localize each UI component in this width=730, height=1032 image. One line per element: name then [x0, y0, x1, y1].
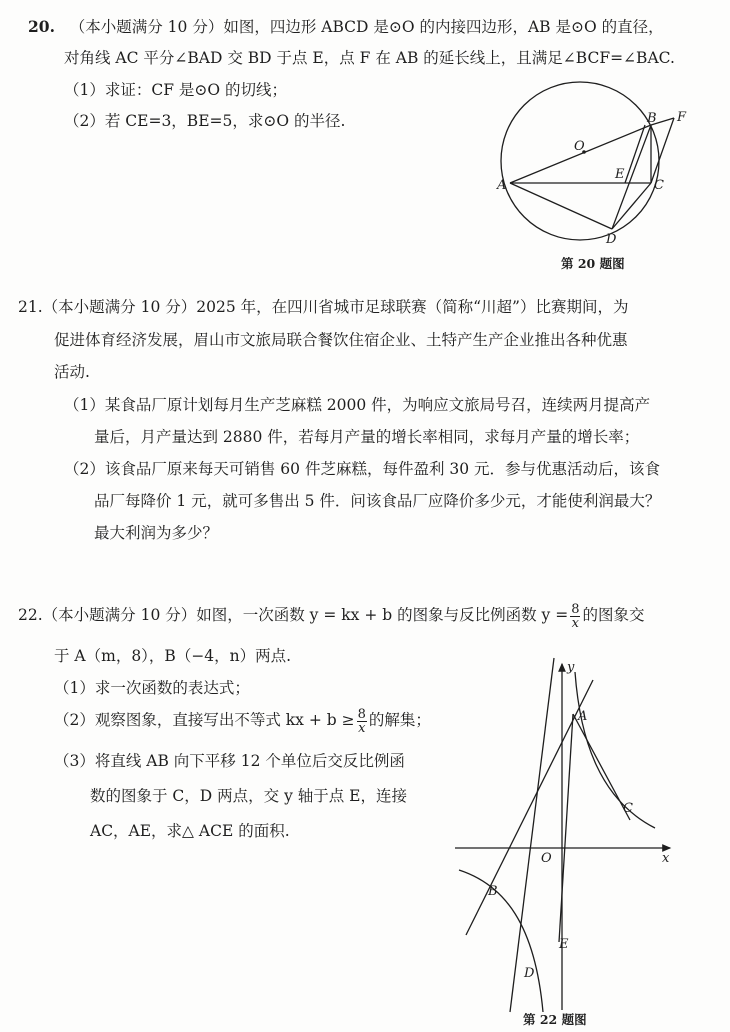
q22-header-b: 的图象交: [582, 606, 645, 624]
q21-p2-line2: 品厂每降价 1 元，就可多售出 5 件．问该食品厂应降价多少元，才能使利润最大？: [94, 492, 661, 510]
label-c: C: [654, 178, 664, 193]
label-f: F: [677, 110, 687, 125]
line-ab: [466, 680, 593, 935]
q22-part3-l1: （3）将直线 AB 向下平移 12 个单位后交反比例函: [54, 752, 405, 770]
q20-number: 20.: [28, 17, 55, 36]
q20-part1: （1）求证：CF 是⊙O 的切线；: [64, 81, 288, 99]
q22-part2-frac-den: x: [358, 720, 366, 736]
label-o: O: [574, 139, 585, 154]
label-e: E: [615, 167, 625, 182]
hyperbola-q3: [459, 870, 543, 1012]
label-b: B: [488, 884, 498, 899]
label-x: x: [662, 851, 670, 866]
q22-part3-l3: AC，AE，求△ ACE 的面积.: [90, 822, 290, 840]
q21-line3: 活动.: [54, 363, 90, 381]
q22-part3-l2: 数的图象于 C，D 两点，交 y 轴于点 E，连接: [90, 787, 407, 805]
q20-part2: （2）若 CE=3，BE=5，求⊙O 的半径.: [64, 112, 346, 130]
label-a: A: [578, 709, 588, 724]
q20-figure-caption: 第 20 题图: [561, 256, 625, 271]
q22-line2: 于 A（m，8），B（−4，n）两点.: [54, 647, 292, 665]
label-o: O: [541, 851, 552, 866]
q21-p2-line3: 最大利润为多少？: [94, 524, 219, 542]
line-cd: [510, 658, 554, 1012]
q22-part2-frac-num: 8: [357, 706, 366, 722]
q21-p1-line1: （1）某食品厂原计划每月生产芝麻糕 2000 件，为响应文旅局号召，连续两月提高产: [64, 396, 651, 414]
label-b: B: [647, 111, 657, 126]
hyperbola-q1: [575, 672, 655, 828]
q22-part1: （1）求一次函数的表达式；: [54, 679, 250, 697]
q21-header: 21.（本小题满分 10 分）2025 年，在四川省城市足球联赛（简称“川超”）比赛期间，为: [18, 298, 629, 316]
q22-part2-b: 的解集；: [368, 711, 431, 729]
label-d: D: [606, 232, 617, 247]
q22-frac-num: 8: [571, 601, 580, 617]
q21-line2: 促进体育经济发展，眉山市文旅局联合餐饮住宿企业、土特产生产企业推出各种优惠: [54, 331, 628, 349]
label-y: y: [567, 660, 575, 675]
q21-p2-line1: （2）该食品厂原来每天可销售 60 件芝麻糕，每件盈利 30 元．参与优惠活动后，该食: [64, 460, 661, 478]
q21-p1-line2: 量后，月产量达到 2880 件，若每月产量的增长率相同，求每月产量的增长率；: [94, 428, 640, 446]
q22-part2-a: （2）观察图象，直接写出不等式 kx + b ≥: [54, 711, 355, 729]
label-c: C: [623, 801, 633, 816]
q22-header-a: 22.（本小题满分 10 分）如图，一次函数 y = kx + b 的图象与反比例函数 y =: [18, 606, 569, 624]
segment-ac: [573, 714, 630, 820]
label-a: A: [497, 178, 507, 193]
q20-header-text: （本小题满分 10 分）如图，四边形 ABCD 是⊙O 的内接四边形，AB 是⊙O 的直径，: [69, 18, 664, 36]
q22-frac-den: x: [571, 615, 579, 631]
q22-figure-caption: 第 22 题图: [523, 1012, 587, 1027]
q20-line2: 对角线 AC 平分∠BAD 交 BD 于点 E，点 F 在 AB 的延长线上，且满足∠BCF=∠BAC.: [64, 49, 675, 67]
label-e: E: [559, 937, 569, 952]
label-d: D: [524, 966, 535, 981]
segment-ae: [559, 714, 573, 942]
